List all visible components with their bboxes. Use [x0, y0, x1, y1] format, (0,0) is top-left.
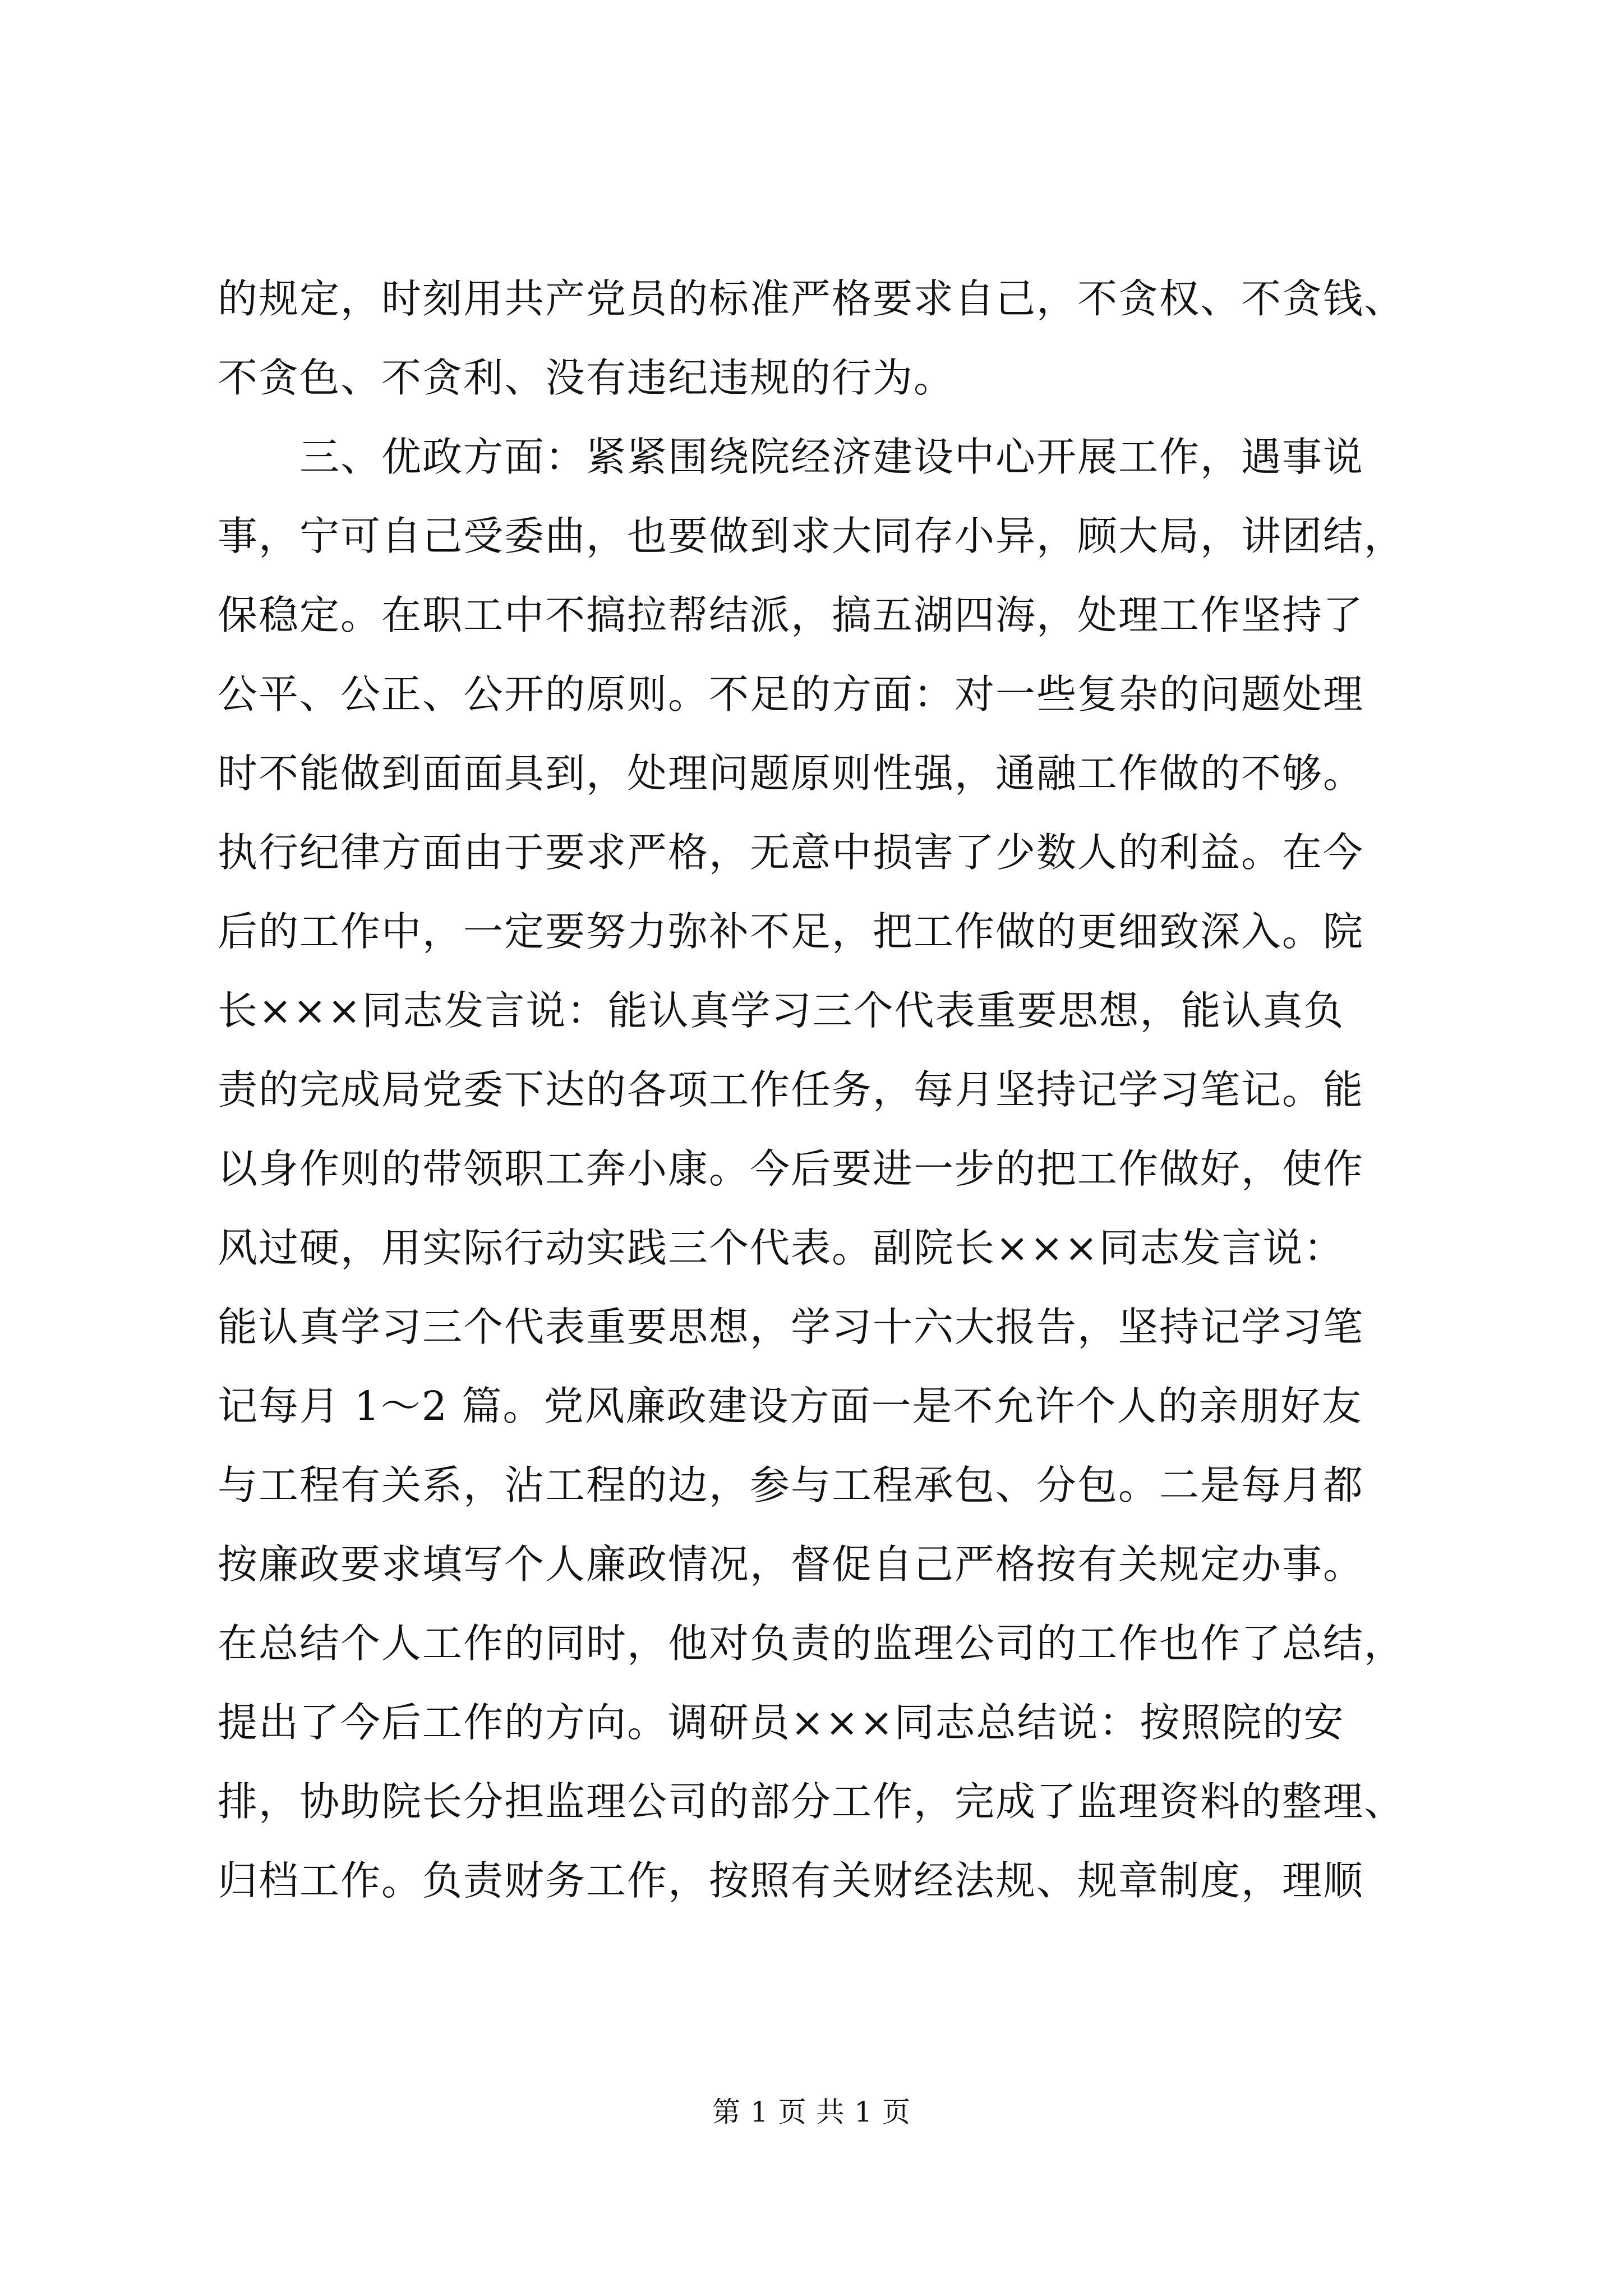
text-line: 三、优政方面：紧紧围绕院经济建设中心开展工作，遇事说: [218, 434, 1364, 480]
text-line: 的规定，时刻用共产党员的标准严格要求自己，不贪权、不贪钱、: [218, 275, 1405, 322]
text-line: 责的完成局党委下达的各项工作任务，每月坚持记学习笔记。能: [218, 1066, 1364, 1113]
text-line: 保稳定。在职工中不搞拉帮结派，搞五湖四海，处理工作坚持了: [218, 592, 1364, 638]
text-line: 风过硬，用实际行动实践三个代表。副院长×××同志发言说：: [218, 1225, 1345, 1271]
text-line: 排，协助院长分担监理公司的部分工作，完成了监理资料的整理、: [218, 1778, 1405, 1825]
text-line: 归档工作。负责财务工作，按照有关财经法规、规章制度，理顺: [218, 1857, 1364, 1904]
text-line: 记每月 1～2 篇。党风廉政建设方面一是不允许个人的亲朋好友: [218, 1383, 1363, 1429]
text-line: 提出了今后工作的方向。调研员×××同志总结说：按照院的安: [218, 1699, 1345, 1746]
text-line: 执行纪律方面由于要求严格，无意中损害了少数人的利益。在今: [218, 829, 1364, 876]
text-line: 在总结个人工作的同时，他对负责的监理公司的工作也作了总结，: [218, 1620, 1405, 1667]
text-line: 时不能做到面面具到，处理问题原则性强，通融工作做的不够。: [218, 750, 1364, 797]
text-line: 能认真学习三个代表重要思想，学习十六大报告，坚持记学习笔: [218, 1304, 1364, 1350]
page-number: 第 1 页 共 1 页: [712, 2096, 911, 2128]
page-footer: [0, 2092, 1623, 2132]
text-line: 公平、公正、公开的原则。不足的方面：对一些复杂的问题处理: [218, 671, 1364, 717]
text-line: 事，宁可自己受委曲，也要做到求大同存小异，顾大局，讲团结，: [218, 513, 1405, 559]
text-line: 按廉政要求填写个人廉政情况，督促自己严格按有关规定办事。: [218, 1541, 1364, 1588]
document-body: [218, 259, 1418, 1920]
text-line: 长×××同志发言说：能认真学习三个代表重要思想，能认真负: [218, 987, 1345, 1034]
text-line: 与工程有关系，沾工程的边，参与工程承包、分包。二是每月都: [218, 1462, 1364, 1508]
text-line: 后的工作中，一定要努力弥补不足，把工作做的更细致深入。院: [218, 908, 1364, 955]
text-line: 以身作则的带领职工奔小康。今后要进一步的把工作做好，使作: [218, 1145, 1364, 1192]
text-line: 不贪色、不贪利、没有违纪违规的行为。: [218, 355, 955, 401]
